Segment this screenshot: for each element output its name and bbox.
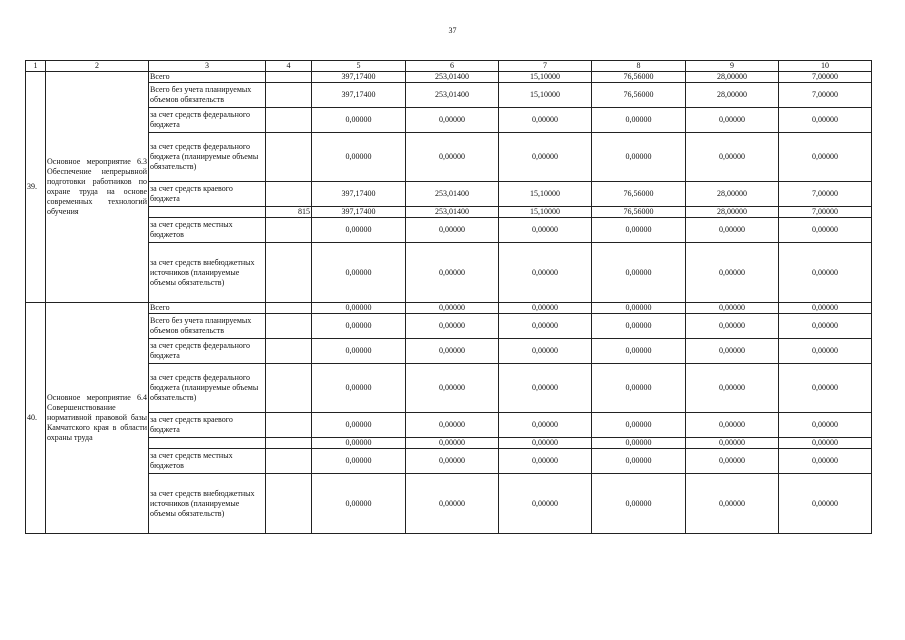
amount-cell: 0,00000: [312, 364, 406, 413]
amount-cell: 397,17400: [312, 83, 406, 108]
column-header: 9: [686, 61, 779, 72]
budget-code: [266, 364, 312, 413]
amount-cell: 0,00000: [686, 314, 779, 339]
amount-cell: 0,00000: [406, 438, 499, 449]
amount-cell: 0,00000: [499, 108, 592, 133]
column-header: 7: [499, 61, 592, 72]
table-row: [26, 474, 872, 534]
amount-cell: 76,56000: [592, 207, 686, 218]
funding-source: Всего без учета планируемых объемов обязательств: [149, 83, 266, 108]
amount-cell: 0,00000: [312, 303, 406, 314]
funding-source: за счет средств внебюджетных источников (планируемые объемы обязательств): [149, 474, 266, 534]
amount-cell: 0,00000: [686, 243, 779, 303]
amount-cell: 0,00000: [499, 449, 592, 474]
amount-cell: 0,00000: [592, 449, 686, 474]
table-body: [26, 72, 872, 534]
funding-source: за счет средств федерального бюджета (планируемые объемы обязательств): [149, 133, 266, 182]
amount-cell: 0,00000: [779, 438, 872, 449]
budget-code: [266, 133, 312, 182]
amount-cell: 0,00000: [686, 413, 779, 438]
amount-cell: 397,17400: [312, 182, 406, 207]
amount-cell: 0,00000: [499, 364, 592, 413]
amount-cell: 0,00000: [686, 339, 779, 364]
amount-cell: 0,00000: [406, 218, 499, 243]
amount-cell: 0,00000: [406, 474, 499, 534]
amount-cell: 0,00000: [592, 133, 686, 182]
budget-code: [266, 314, 312, 339]
amount-cell: 0,00000: [312, 339, 406, 364]
budget-code: 815: [266, 207, 312, 218]
amount-cell: 0,00000: [312, 133, 406, 182]
budget-code: [266, 474, 312, 534]
amount-cell: 0,00000: [592, 108, 686, 133]
amount-cell: 0,00000: [779, 303, 872, 314]
column-header: 8: [592, 61, 686, 72]
table-row: [26, 449, 872, 474]
funding-source: [149, 438, 266, 449]
amount-cell: 15,10000: [499, 83, 592, 108]
amount-cell: 0,00000: [592, 303, 686, 314]
funding-source: за счет средств местных бюджетов: [149, 449, 266, 474]
amount-cell: 15,10000: [499, 182, 592, 207]
amount-cell: 7,00000: [779, 83, 872, 108]
amount-cell: 0,00000: [592, 438, 686, 449]
amount-cell: 0,00000: [686, 218, 779, 243]
amount-cell: 0,00000: [312, 218, 406, 243]
amount-cell: 0,00000: [779, 474, 872, 534]
amount-cell: 0,00000: [499, 133, 592, 182]
amount-cell: 0,00000: [406, 364, 499, 413]
budget-code: [266, 72, 312, 83]
amount-cell: 0,00000: [779, 108, 872, 133]
amount-cell: 0,00000: [406, 449, 499, 474]
amount-cell: 0,00000: [499, 413, 592, 438]
column-header: 5: [312, 61, 406, 72]
table-row: [26, 339, 872, 364]
amount-cell: 7,00000: [779, 72, 872, 83]
table-row: [26, 218, 872, 243]
column-header: 4: [266, 61, 312, 72]
column-header: 10: [779, 61, 872, 72]
budget-code: [266, 182, 312, 207]
amount-cell: 0,00000: [779, 449, 872, 474]
amount-cell: 0,00000: [686, 303, 779, 314]
amount-cell: 0,00000: [499, 303, 592, 314]
amount-cell: 0,00000: [499, 474, 592, 534]
amount-cell: 7,00000: [779, 207, 872, 218]
amount-cell: 0,00000: [312, 438, 406, 449]
amount-cell: 0,00000: [686, 364, 779, 413]
funding-source: Всего: [149, 303, 266, 314]
amount-cell: 0,00000: [592, 339, 686, 364]
column-header: 2: [46, 61, 149, 72]
amount-cell: 397,17400: [312, 72, 406, 83]
budget-code: [266, 413, 312, 438]
amount-cell: 0,00000: [779, 314, 872, 339]
column-header: 1: [26, 61, 46, 72]
amount-cell: 76,56000: [592, 72, 686, 83]
amount-cell: 0,00000: [592, 314, 686, 339]
amount-cell: 0,00000: [312, 413, 406, 438]
row-index: 39.: [26, 72, 46, 303]
amount-cell: 0,00000: [406, 243, 499, 303]
amount-cell: 253,01400: [406, 83, 499, 108]
amount-cell: 0,00000: [406, 339, 499, 364]
budget-code: [266, 438, 312, 449]
table-row: [26, 243, 872, 303]
amount-cell: 0,00000: [499, 218, 592, 243]
page-number: 37: [448, 26, 457, 35]
table-row: [26, 207, 872, 218]
amount-cell: 0,00000: [499, 339, 592, 364]
amount-cell: 0,00000: [779, 133, 872, 182]
budget-code: [266, 108, 312, 133]
amount-cell: 0,00000: [406, 314, 499, 339]
budget-code: [266, 243, 312, 303]
row-index: 40.: [26, 303, 46, 534]
amount-cell: 0,00000: [779, 413, 872, 438]
funding-source: за счет средств краевого бюджета: [149, 413, 266, 438]
header-row: [26, 61, 872, 72]
amount-cell: 0,00000: [499, 314, 592, 339]
amount-cell: 0,00000: [686, 133, 779, 182]
amount-cell: 0,00000: [779, 218, 872, 243]
table-row: [26, 72, 872, 83]
amount-cell: 0,00000: [686, 438, 779, 449]
funding-source: Всего: [149, 72, 266, 83]
amount-cell: 0,00000: [686, 474, 779, 534]
budget-code: [266, 83, 312, 108]
measure-name: Основное мероприятие 6.4 Совершенствование нормативной правовой базы Камчатского края в области охраны труда: [46, 303, 149, 534]
table-row: [26, 133, 872, 182]
funding-source: [149, 207, 266, 218]
amount-cell: 0,00000: [779, 339, 872, 364]
funding-source: за счет средств федерального бюджета: [149, 108, 266, 133]
amount-cell: 0,00000: [312, 108, 406, 133]
funding-source: за счет средств краевого бюджета: [149, 182, 266, 207]
funding-source: за счет средств федерального бюджета: [149, 339, 266, 364]
amount-cell: 0,00000: [406, 133, 499, 182]
budget-code: [266, 449, 312, 474]
amount-cell: 0,00000: [779, 243, 872, 303]
amount-cell: 253,01400: [406, 72, 499, 83]
amount-cell: 15,10000: [499, 72, 592, 83]
table-row: [26, 108, 872, 133]
amount-cell: 76,56000: [592, 182, 686, 207]
amount-cell: 0,00000: [592, 413, 686, 438]
table-row: [26, 303, 872, 314]
budget-code: [266, 218, 312, 243]
funding-source: за счет средств местных бюджетов: [149, 218, 266, 243]
amount-cell: 0,00000: [312, 243, 406, 303]
amount-cell: 0,00000: [312, 314, 406, 339]
measure-name: Основное мероприятие 6.3 Обеспечение непрерывной подготовки работников по охране труда на основе современных технологий обучения: [46, 72, 149, 303]
amount-cell: 0,00000: [686, 449, 779, 474]
amount-cell: 15,10000: [499, 207, 592, 218]
amount-cell: 0,00000: [499, 438, 592, 449]
funding-source: за счет средств внебюджетных источников (планируемые объемы обязательств): [149, 243, 266, 303]
amount-cell: 397,17400: [312, 207, 406, 218]
amount-cell: 0,00000: [406, 108, 499, 133]
amount-cell: 0,00000: [406, 413, 499, 438]
budget-code: [266, 303, 312, 314]
amount-cell: 0,00000: [592, 243, 686, 303]
table-row: [26, 83, 872, 108]
budget-table: [25, 60, 872, 534]
amount-cell: 253,01400: [406, 207, 499, 218]
amount-cell: 76,56000: [592, 83, 686, 108]
amount-cell: 7,00000: [779, 182, 872, 207]
amount-cell: 253,01400: [406, 182, 499, 207]
amount-cell: 0,00000: [592, 364, 686, 413]
table-row: [26, 364, 872, 413]
budget-code: [266, 339, 312, 364]
amount-cell: 28,00000: [686, 207, 779, 218]
table-row: [26, 182, 872, 207]
funding-source: за счет средств федерального бюджета (планируемые объемы обязательств): [149, 364, 266, 413]
amount-cell: 28,00000: [686, 72, 779, 83]
amount-cell: 0,00000: [686, 108, 779, 133]
amount-cell: 28,00000: [686, 182, 779, 207]
column-header: 6: [406, 61, 499, 72]
amount-cell: 0,00000: [592, 474, 686, 534]
table-row: [26, 314, 872, 339]
amount-cell: 28,00000: [686, 83, 779, 108]
amount-cell: 0,00000: [499, 243, 592, 303]
table-row: [26, 413, 872, 438]
amount-cell: 0,00000: [592, 218, 686, 243]
amount-cell: 0,00000: [779, 364, 872, 413]
table-row: [26, 438, 872, 449]
column-header: 3: [149, 61, 266, 72]
amount-cell: 0,00000: [406, 303, 499, 314]
funding-source: Всего без учета планируемых объемов обязательств: [149, 314, 266, 339]
amount-cell: 0,00000: [312, 449, 406, 474]
amount-cell: 0,00000: [312, 474, 406, 534]
